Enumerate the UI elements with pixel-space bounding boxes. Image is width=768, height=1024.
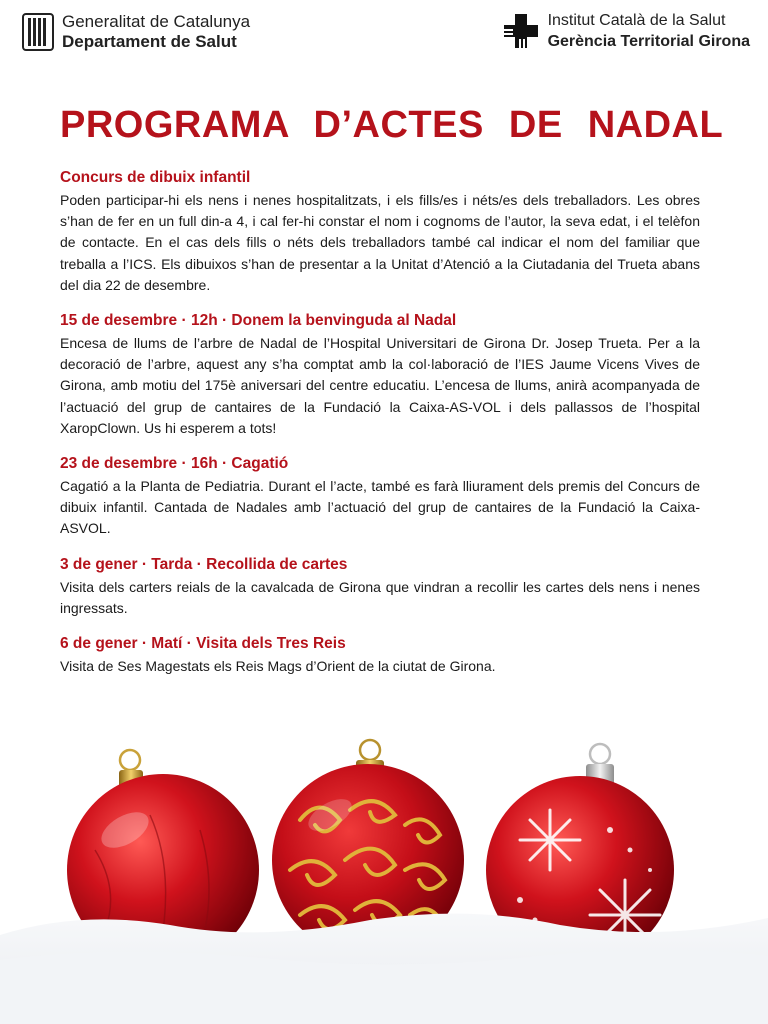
snow-icon — [0, 914, 768, 1024]
section-dec-23 — [60, 453, 700, 540]
section-drawing-contest — [60, 167, 700, 296]
gencat-name: Generalitat de Catalunya — [62, 12, 251, 31]
page-title: PROGRAMA D’ACTES DE NADAL — [60, 104, 724, 146]
section-heading: 23 de desembre · 16h · Cagatió — [60, 455, 289, 473]
section-body: Poden participar-hi els nens i nenes hospitalitzats, i els fills/es i néts/es dels treballadors. Les obres s’han de fer en un full din-a 4, i cal fer-hi constar el nom i cognoms de l’autor, la seva edat, i el telèfon de contacte. En el cas dels fills o néts dels treballadors també cal indicar el nom del familiar que treballa a l’ICS. Els dibuixos s’han de presentar a la Unitat d’Atenció a la Ciutadania del Trueta abans del dia 22 de desembre. — [60, 192, 700, 293]
section-heading: 15 de desembre · 12h · Donem la benvinguda al Nadal — [60, 312, 457, 330]
section-heading: 6 de gener · Matí · Visita dels Tres Reis — [60, 635, 346, 653]
christmas-baubles-illustration — [0, 720, 768, 1024]
section-body: Visita dels carters reials de la cavalcada de Girona que vindran a recollir les cartes dels nens i nenes ingressats. — [60, 578, 700, 616]
gencat-brand — [22, 12, 250, 52]
ics-cross-icon — [502, 12, 540, 50]
gencat-bars-icon — [22, 13, 54, 51]
section-body: Cagatió a la Planta de Pediatria. Durant el l’acte, també es farà lliurament dels premis del Concurs de dibuix infantil. Cantada de Nadales amb l’actuació del grup de cantaires de la Fundació la Caixa-ASVOL. — [60, 478, 700, 537]
ics-name: Institut Català de la Salut — [547, 12, 726, 29]
program-content — [60, 167, 700, 691]
section-dec-15 — [60, 310, 700, 439]
section-jan-3 — [60, 554, 700, 619]
section-jan-6 — [60, 633, 700, 677]
department-name: Departament de Salut — [62, 32, 237, 51]
ics-brand — [502, 10, 750, 52]
territorial-name: Gerència Territorial Girona — [547, 33, 750, 50]
section-body: Visita de Ses Magestats els Reis Mags d’Orient de la ciutat de Girona. — [60, 658, 496, 675]
section-body: Encesa de llums de l’arbre de Nadal de l’Hospital Universitari de Girona Dr. Josep Trueta. Per a la decoració de l’arbre, aquest any s’ha comptat amb la col·laboració de l’IES Jaume Vicens Vives de Girona, amb motiu del 175è aniversari del centre educatiu. L’encesa de llums, anirà acompanyada de l’actuació del grup de cantaires de la Fundació la Caixa-AS-VOL i dels pallassos de l’hospital XaropClown. Us hi esperem a tots! — [60, 335, 700, 436]
header — [0, 0, 768, 70]
section-heading: Concurs de dibuix infantil — [60, 169, 251, 186]
section-heading: 3 de gener · Tarda · Recollida de cartes — [60, 555, 348, 573]
